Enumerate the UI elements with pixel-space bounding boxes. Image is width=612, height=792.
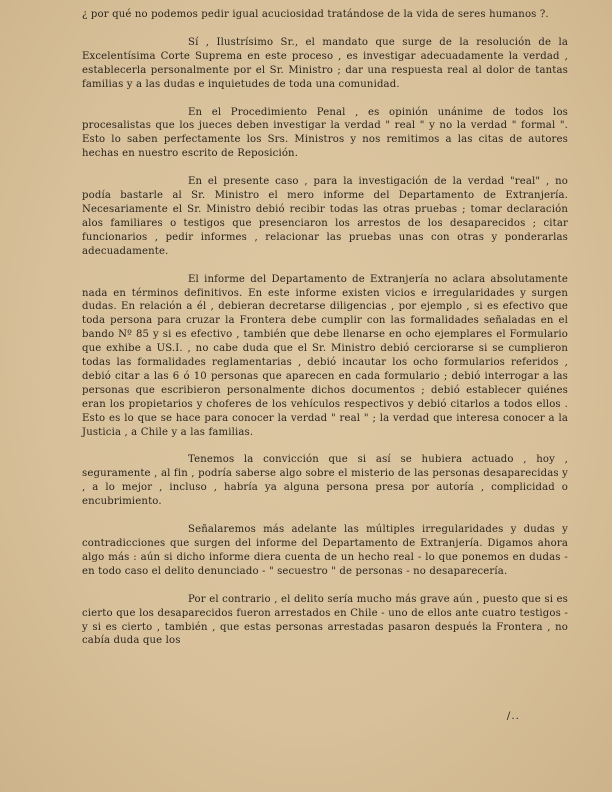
paragraph-8: Por el contrario , el delito sería mucho más grave aún , puesto que si es cierto que los desaparecidos fueron arrestados en Chile - uno de ellos ante cuatro testigos - y si es cierto , también , que estas personas arrestadas pasaron después la Frontera , no cabía duda que los	[82, 593, 568, 647]
paragraph-7: Señalaremos más adelante las múltiples irregularidades y dudas y contradicciones que surgen del informe del Departamento de Extranjería. Digamos ahora algo más : aún si dicho informe diera cuenta de un hecho real - lo que ponemos en dudas - en todo caso el delito denunciado - " secuestro " de personas - no desaparecería.	[82, 524, 568, 577]
paragraph-4: En el presente caso , para la investigación de la verdad "real" , no podía bastarle al Sr. Ministro el mero informe del Departamento de Extranjería. Necesariamente el Sr. Ministro debió recibir todas las otras pruebas ; tomar declaración alos familiares o testigos que presenciaron los arrestos de los desaparecidos ; citar funcionarios , pedir informes , relacionar las pruebas unas con otras y ponderarlas adecuadamente.	[82, 176, 568, 257]
continuation-mark: /..	[506, 710, 520, 722]
paragraph-3: En el Procedimiento Penal , es opinión unánime de todos los procesalistas que los jueces deben investigar la verdad " real " y no la verdad " formal ". Esto lo saben perfectamente los Srs. Ministros y nos remitimos a las citas de autores hechas en nuestro escrito de Reposición.	[82, 106, 568, 160]
paragraph-2: Sí , Ilustrísimo Sr., el mandato que surge de la resolución de la Excelentísima Corte Suprema en este proceso , es investigar adecuadamente la verdad , establecerla personalmente por el Sr. Ministro ; dar una respuesta real al dolor de tantas familias y a las dudas e inquietudes de toda una comunidad.	[82, 36, 568, 90]
paragraph-5: El informe del Departamento de Extranjería no aclara absolutamente nada en términos definitivos. En este informe existen vicios e irregularidades y surgen dudas. En relación a él , debieran decretarse diligencias , por ejemplo , si es efectivo que toda persona para cruzar la Frontera debe cumplir con las formalidades señaladas en el bando Nº 85 y si es efectivo , también que debe llenarse en ocho ejemplares el Formulario que exhibe a US.I. , no cabe duda que el Sr. Ministro debió cerciorarse si se cumplieron todas las formalidades reglamentarias , debió incautar los ocho formularios referidos , debió citar a las 6 ó 10 personas que aparecen en cada formulario ; debió interrogar a las personas que escribieron personalmente dichos documentos ; debió establecer quiénes eran los propietarios y choferes de los vehículos respectivos y debió citarlos a todos ellos . Esto es lo que se hace para conocer la verdad " real " ; la verdad que interesa conocer a la Justicia , a Chile y a las familias.	[82, 273, 568, 438]
paragraph-1: ¿ por qué no podemos pedir igual acuciosidad tratándose de la vida de seres humanos ?.	[82, 9, 549, 20]
paragraph-6: Tenemos la convicción que si así se hubiera actuado , hoy , seguramente , al fin , podría saberse algo sobre el misterio de las personas desaparecidas y , a lo mejor , incluso , habría ya alguna persona presa por autoría , complicidad o encubrimiento.	[82, 454, 568, 508]
